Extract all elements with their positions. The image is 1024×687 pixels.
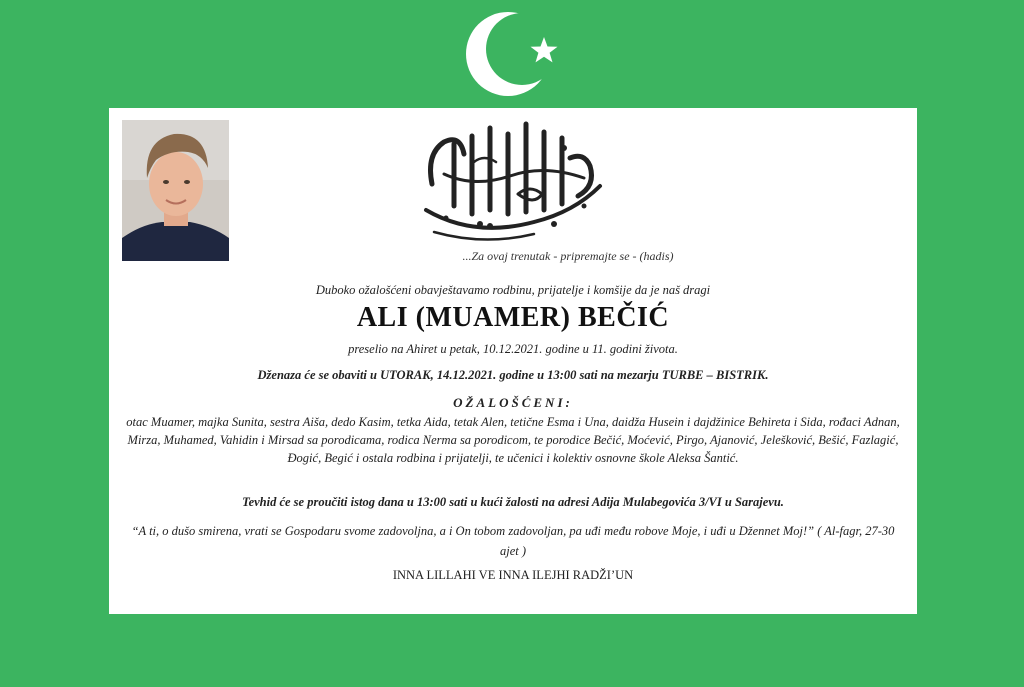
quran-quote: “A ti, o dušo smirena, vrati se Gospodaru svome zadovoljna, a i On tobom zadovoljan, pa uđi među robove Moje, i uđi u Džennet Moj!” ( Al-fagr, 27-30 ajet ) [131,524,895,558]
tevhid-text: Tevhid će se proučiti istog dana u 13:00 sati u kući žalosti na adresi Adija Mulabegovića 3/VI u Sarajevu. [242,495,784,509]
arabic-calligraphy-icon [414,114,610,250]
hadith-caption: ...Za ovaj trenutak - pripremajte se - (hadis) [462,249,674,263]
mourners-heading: OŽALOŠĆENI: [453,395,573,410]
deceased-name: ALI (MUAMER) BEČIĆ [356,302,670,333]
obituary-card [109,108,917,614]
funeral-text: Dženaza će se obaviti u UTORAK, 14.12.2021. godine u 13:00 sati na mezarju TURBE – BISTRIK. [257,368,769,382]
crescent-star-icon [462,6,562,102]
mourners-list: otac Muamer, majka Sunita, sestra Aiša, dedo Kasim, tetka Aida, tetak Alen, tetične Esma i Una, daidža Husein i dajdžinice Behireta i Sida, rođaci Adnan, Mirza, Muhamed, Vahidin i Mirsad sa porodicama, rodica Nerma sa porodicom, te porodice Bečić, Moćević, Pirgo, Ajanović, Jelešković, Bešić, Fazlagić, Đogić, Begić i ostala rodbina i prijatelji, te učenici i kolektiv osnovne škole Aleksa Šantić. [126,415,900,465]
portrait-photo [122,120,229,261]
passing-text: preselio na Ahiret u petak, 10.12.2021. godine u 11. godini života. [348,342,678,356]
intro-text: Duboko ožalošćeni obavještavamo rodbinu, prijatelje i komšije da je naš dragi [315,283,711,297]
closing-phrase: INNA LILLAHI VE INNA ILEJHI RADŽI’UN [392,568,634,582]
